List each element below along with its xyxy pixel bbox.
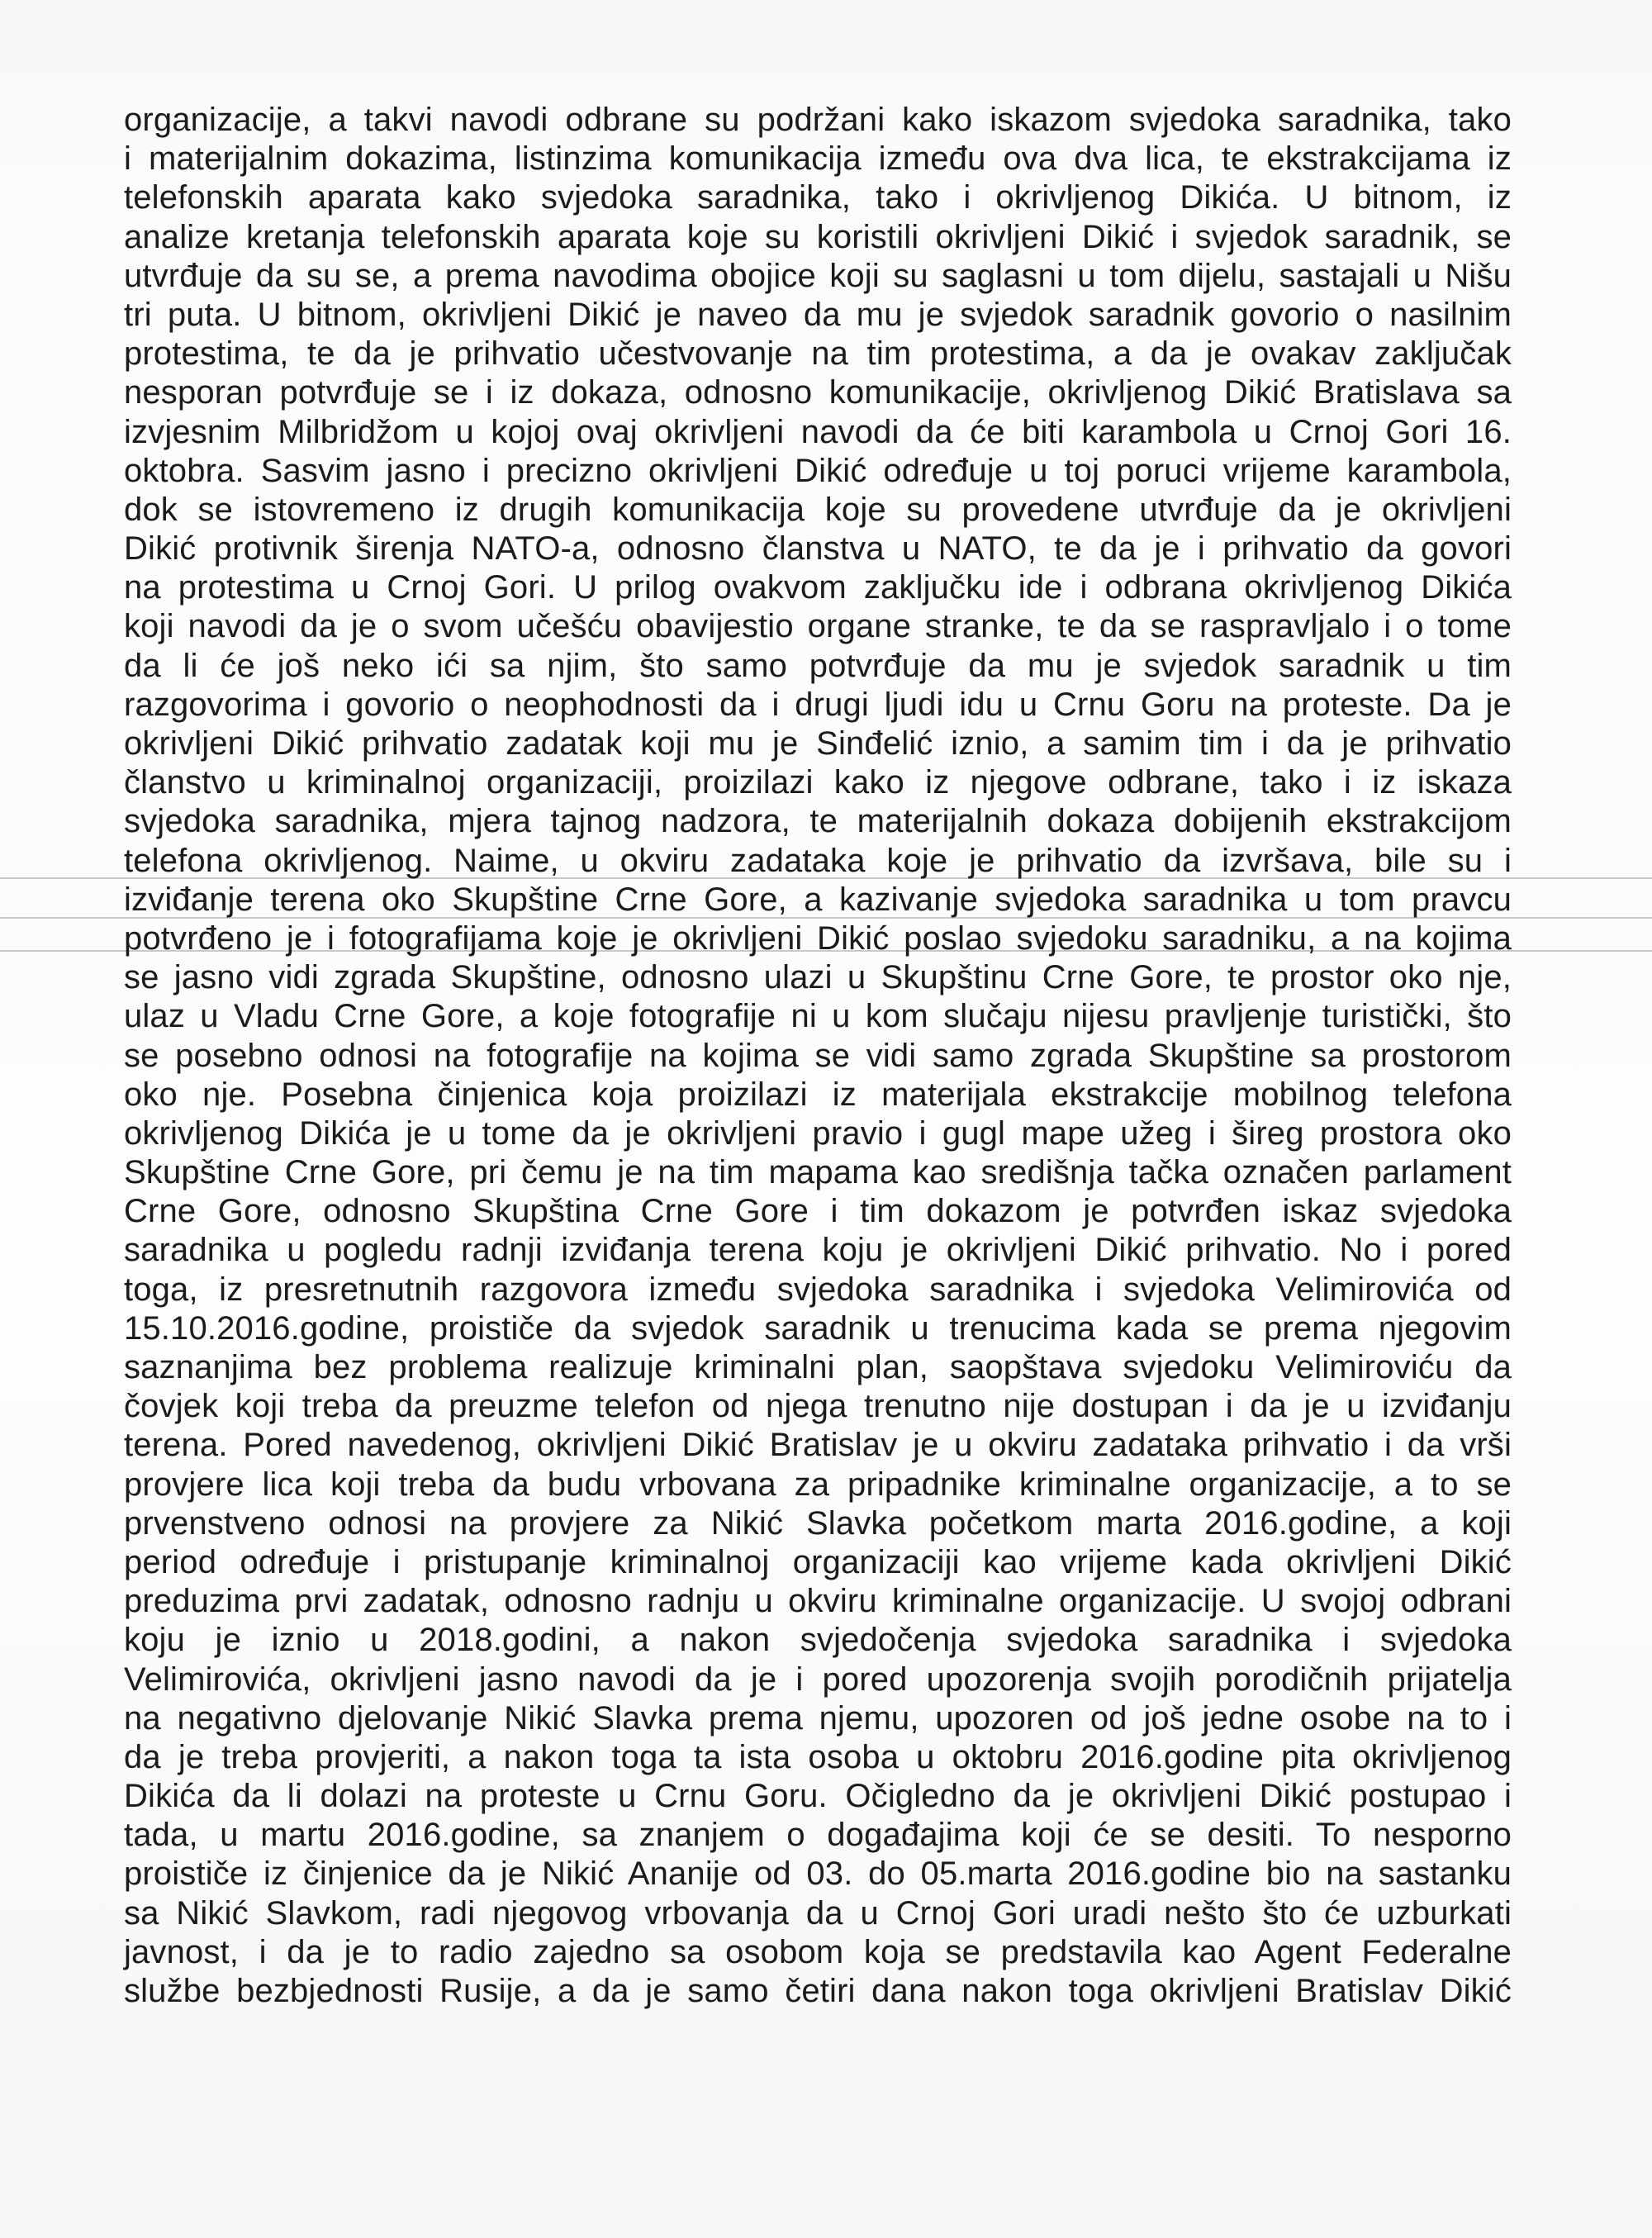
text-line: članstvo u kriminalnoj organizaciji, proizilazi kako iz njegove odbrane, tako i iz iskaza (124, 764, 1512, 801)
text-line: da je treba provjeriti, a nakon toga ta ista osoba u oktobru 2016.godine pita okrivljenog (124, 1738, 1512, 1775)
text-line: javnost, i da je to radio zajedno sa osobom koja se predstavila kao Agent Federalne (124, 1933, 1512, 1970)
text-line: Crne Gore, odnosno Skupština Crne Gore i tim dokazom je potvrđen iskaz svjedoka (124, 1193, 1512, 1230)
text-line: oko nje. Posebna činjenica koja proizilazi iz materijala ekstrakcije mobilnog telefona (124, 1076, 1512, 1113)
text-line: koju je iznio u 2018.godini, a nakon svjedočenja svjedoka saradnika i svjedoka (124, 1622, 1512, 1659)
text-line: period određuje i pristupanje kriminalnoj organizaciji kao vrijeme kada okrivljeni Dikić (124, 1543, 1512, 1580)
text-line: saznanjima bez problema realizuje kriminalni plan, saopštava svjedoku Velimiroviću da (124, 1349, 1512, 1385)
text-line: analize kretanja telefonskih aparata koje su koristili okrivljeni Dikić i svjedok saradnik, se (124, 218, 1512, 255)
text-line: potvrđeno je i fotografijama koje je okrivljeni Dikić poslao svjedoku saradniku, a na kojima (124, 919, 1512, 957)
text-line: terena. Pored navedenog, okrivljeni Dikić Bratislav je u okviru zadataka prihvatio i da vrši (124, 1427, 1512, 1464)
text-line: tri puta. U bitnom, okrivljeni Dikić je naveo da mu je svjedok saradnik govorio o nasilnim (124, 296, 1512, 333)
document-body-text (124, 101, 1512, 2011)
text-line: telefonskih aparata kako svjedoka saradnika, tako i okrivljenog Dikića. U bitnom, iz (124, 179, 1512, 216)
text-line: 15.10.2016.godine, proističe da svjedok saradnik u trenucima kada se prema njegovim (124, 1309, 1512, 1347)
text-line: organizacije, a takvi navodi odbrane su podržani kako iskazom svjedoka saradnika, tako (124, 102, 1512, 138)
text-line: na protestima u Crnoj Gori. U prilog ovakvom zaključku ide i odbrana okrivljenog Dikića (124, 569, 1512, 606)
text-line: sa Nikić Slavkom, radi njegovog vrbovanja da u Crnoj Gori uradi nešto što će uzburkati (124, 1894, 1512, 1932)
text-line: Skupštine Crne Gore, pri čemu je na tim mapama kao središnja tačka označen parlament (124, 1154, 1512, 1191)
text-line: oktobra. Sasvim jasno i precizno okrivljeni Dikić određuje u toj poruci vrijeme karambola, (124, 452, 1512, 489)
text-line: čovjek koji treba da preuzme telefon od njega trenutno nije dostupan i da je u izviđanju (124, 1388, 1512, 1425)
text-line: nesporan potvrđuje se i iz dokaza, odnosno komunikacije, okrivljenog Dikić Bratislava sa (124, 374, 1512, 411)
text-line: okrivljeni Dikić prihvatio zadatak koji mu je Sinđelić iznio, a samim tim i da je prihvatio (124, 725, 1512, 762)
text-line: izviđanje terena oko Skupštine Crne Gore, a kazivanje svjedoka saradnika u tom pravcu (124, 881, 1512, 918)
text-line: da li će još neko ići sa njim, što samo potvrđuje da mu je svjedok saradnik u tim (124, 647, 1512, 684)
text-line: službe bezbjednosti Rusije, a da je samo četiri dana nakon toga okrivljeni Bratislav Dikić (124, 1973, 1512, 2009)
text-line: prvenstveno odnosi na provjere za Nikić Slavka početkom marta 2016.godine, a koji (124, 1504, 1512, 1542)
text-line: toga, iz presretnutnih razgovora između svjedoka saradnika i svjedoka Velimirovića od (124, 1271, 1512, 1308)
text-line: protestima, te da je prihvatio učestvovanje na tim protestima, a da je ovakav zaključak (124, 335, 1512, 373)
text-line: Dikića da li dolazi na proteste u Crnu Goru. Očigledno da je okrivljeni Dikić postupao i (124, 1778, 1512, 1815)
text-line: i materijalnim dokazima, listinzima komunikacija između ova dva lica, te ekstrakcijama iz (124, 140, 1512, 178)
text-line: koji navodi da je o svom učešću obavijestio organe stranke, te da se raspravljalo i o tome (124, 608, 1512, 645)
text-line: provjere lica koji treba da budu vrbovana za pripadnike kriminalne organizacije, a to se (124, 1466, 1512, 1503)
text-line: proističe iz činjenice da je Nikić Ananije od 03. do 05.marta 2016.godine bio na sastanku (124, 1855, 1512, 1893)
text-line: Velimirovića, okrivljeni jasno navodi da je i pored upozorenja svojih porodičnih prijatelja (124, 1661, 1512, 1698)
text-line: saradnika u pogledu radnji izviđanja terena koju je okrivljeni Dikić prihvatio. No i pored (124, 1232, 1512, 1269)
text-line: okrivljenog Dikića je u tome da je okrivljeni pravio i gugl mape užeg i šireg prostora oko (124, 1114, 1512, 1152)
text-line: telefona okrivljenog. Naime, u okviru zadataka koje je prihvatio da izvršava, bile su i (124, 842, 1512, 879)
text-line: preduzima prvi zadatak, odnosno radnju u okviru kriminalne organizacije. U svojoj odbrani (124, 1583, 1512, 1620)
text-line: razgovorima i govorio o neophodnosti da i drugi ljudi idu u Crnu Goru na proteste. Da je (124, 686, 1512, 723)
text-line: ulaz u Vladu Crne Gore, a koje fotografije ni u kom slučaju nijesu pravljenje turistički, što (124, 998, 1512, 1035)
text-line: se posebno odnosi na fotografije na kojima se vidi samo zgrada Skupštine sa prostorom (124, 1037, 1512, 1074)
text-line: izvjesnim Milbridžom u kojoj ovaj okrivljeni navodi da će biti karambola u Crnoj Gori 16. (124, 413, 1512, 450)
text-line: tada, u martu 2016.godine, sa znanjem o događajima koji će se desiti. To nesporno (124, 1817, 1512, 1854)
text-line: Dikić protivnik širenja NATO-a, odnosno članstva u NATO, te da je i prihvatio da govori (124, 530, 1512, 568)
text-line: svjedoka saradnika, mjera tajnog nadzora, te materijalnih dokaza dobijenih ekstrakcijom (124, 803, 1512, 840)
text-line: utvrđuje da su se, a prema navodima obojice koji su saglasni u tom dijelu, sastajali u Nišu (124, 257, 1512, 294)
text-line: dok se istovremeno iz drugih komunikacija koje su provedene utvrđuje da je okrivljeni (124, 491, 1512, 528)
text-line: na negativno djelovanje Nikić Slavka prema njemu, upozoren od još jedne osobe na to i (124, 1699, 1512, 1737)
text-line: se jasno vidi zgrada Skupštine, odnosno ulazi u Skupštinu Crne Gore, te prostor oko nje, (124, 959, 1512, 996)
